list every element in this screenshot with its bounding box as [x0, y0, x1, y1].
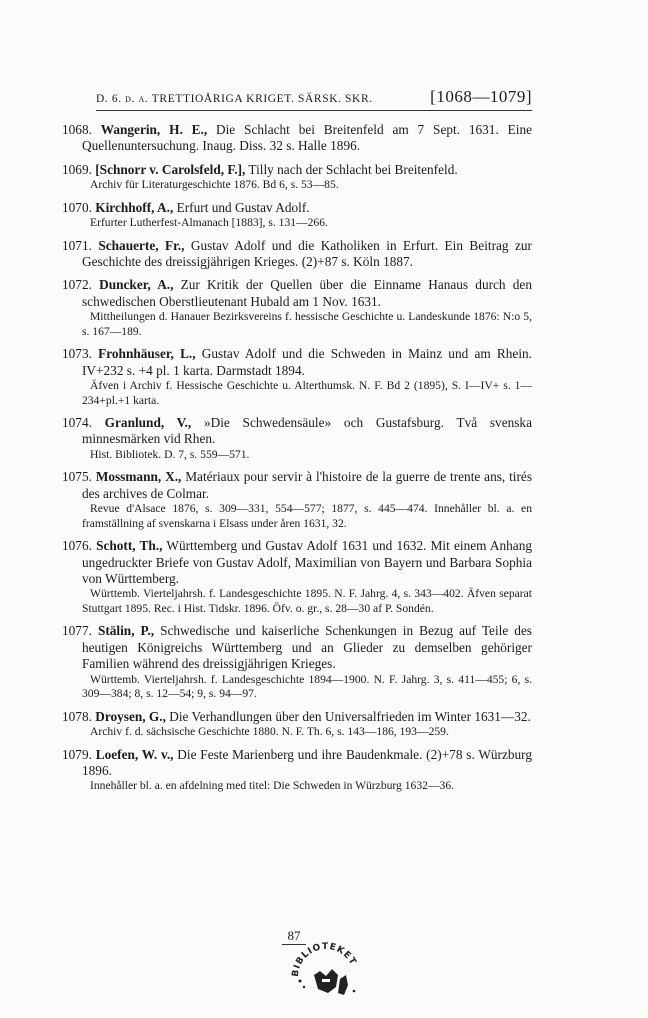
entry-1079	[62, 747, 532, 794]
entry-title: Tilly nach der Schlacht bei Breitenfeld.	[245, 161, 458, 177]
entry-1074	[62, 415, 532, 462]
entry-number: 1078.	[62, 708, 92, 724]
entry-source: Erfurter Lutherfest-Almanach [1883], s. 131—266.	[90, 216, 328, 230]
entry-number: 1074.	[62, 415, 92, 431]
entry-title: Die Feste Marienberg und ihre Baudenkmale. (2)+78 s. Würzburg 1896.	[82, 746, 532, 778]
entry-title: Erfurt und Gustav Adolf.	[173, 199, 310, 215]
entry-1071	[62, 238, 532, 271]
entry-title: Schwedische und kaiserliche Schenkungen in Bezug auf Teile des heutigen Königreichs Württemberg und an Glieder zu demselben gehöriger Familien während des dreissigjährigen Krieges.	[82, 623, 532, 672]
entry-author: Mossmann, X.,	[95, 469, 182, 485]
entry-number: 1068.	[62, 122, 92, 137]
page-number: 87	[282, 928, 306, 945]
header-title: D. 6. d. α. TRETTIOÅRIGA KRIGET. SÄRSK. SKR.	[96, 93, 373, 105]
entry-author: Schauerte, Fr.,	[98, 237, 185, 253]
entry-author: Loefen, W. v.,	[95, 746, 174, 762]
entry-number: 1071.	[62, 237, 92, 253]
entry-number: 1069.	[62, 161, 92, 177]
entry-title: Gustav Adolf und die Katholiken in Erfurt. Ein Beitrag zur Geschichte des dreissigjährigen Krieges. (2)+87 s. Köln 1887.	[82, 237, 532, 270]
entry-author: Schott, Th.,	[96, 538, 163, 554]
entry-author: Frohnhäuser, L.,	[98, 346, 196, 362]
entry-1068	[62, 122, 532, 155]
entry-title: Gustav Adolf und die Schweden in Mainz und am Rhein. IV+232 s. +4 pl. 1 karta. Darmstadt 1894.	[82, 346, 532, 378]
entry-title: »Die Schwedensäule» och Gustafsburg. Två svenska minnesmärken vid Rhen.	[82, 415, 532, 447]
entry-title: Matériaux pour servir à l'histoire de la guerre de trente ans, tirés des archives de Colmar.	[82, 469, 533, 501]
entry-author: Droysen, G.,	[95, 708, 166, 724]
bibliography-list	[62, 122, 532, 801]
entry-1078	[62, 709, 532, 740]
entry-source: Innehåller bl. a. en afdelning med titel: Die Schweden in Würzburg 1632—36.	[90, 779, 455, 793]
header-entry-range: [1068—1079]	[430, 87, 532, 106]
entry-title: Zur Kritik der Quellen über die Einname Hanaus durch den schwedischen Oberstlieutenant Hubald am 1 Nov. 1631.	[82, 277, 532, 309]
entry-number: 1070.	[62, 199, 92, 215]
entry-author: [Schnorr v. Carolsfeld, F.],	[95, 161, 246, 177]
entry-author: Stälin, P.,	[97, 623, 155, 639]
entry-title: Die Verhandlungen über den Universalfrieden im Winter 1631—32.	[165, 708, 531, 724]
entry-1075	[62, 469, 532, 531]
library-stamp-icon	[288, 935, 368, 1005]
entry-source: Revue d'Alsace 1876, s. 309—331, 554—577; 1877, s. 445—474. Innehåller bl. a. en framställning af svenskarna i Elsass under åren 1631, 32.	[82, 502, 532, 530]
entry-source: Archiv f. d. sächsische Geschichte 1880. N. F. Th. 6, s. 143—186, 193—259.	[90, 725, 449, 739]
entry-title: Die Schlacht bei Breitenfeld am 7 Sept. 1631. Eine Quellenuntersuchung. Inaug. Diss. 32 s. Halle 1896.	[82, 122, 533, 154]
running-header	[96, 80, 532, 111]
entry-source: Archiv für Literaturgeschichte 1876. Bd 6, s. 53—85.	[90, 178, 339, 192]
entry-1073	[62, 346, 532, 408]
entry-source: Hist. Bibliotek. D. 7, s. 559—571.	[90, 447, 250, 461]
entry-1076	[62, 538, 532, 616]
entry-number: 1075.	[62, 469, 92, 485]
entry-number: 1079.	[62, 746, 92, 762]
entry-author: Granlund, V.,	[104, 415, 192, 431]
entry-1072	[62, 277, 532, 339]
entry-author: Kirchhoff, A.,	[95, 199, 174, 215]
entry-1070	[62, 200, 532, 231]
entry-source: Württemb. Vierteljahrsh. f. Landesgeschichte 1894—1900. N. F. Jahrg. 3, s. 411—455; 6, s. 309—384; 8, s. 12—54; 9, s. 94—97.	[82, 672, 532, 701]
entry-1077	[62, 623, 532, 701]
entry-source: Mittheilungen d. Hanauer Bezirksvereins f. hessische Geschichte u. Landeskunde 1876: N:o 5, s. 167—189.	[82, 310, 532, 338]
entry-author: Duncker, A.,	[99, 277, 174, 293]
entry-number: 1073.	[62, 346, 92, 362]
entry-number: 1076.	[62, 538, 92, 554]
svg-text:BIBLIOTEKET	[291, 942, 358, 977]
entry-1069	[62, 162, 532, 193]
entry-source: Äfven i Archiv f. Hessische Geschichte u. Alterthumsk. N. F. Bd 2 (1895), S. I—IV+ s. 1—234+pl.+1 karta.	[82, 379, 532, 407]
entry-number: 1072.	[62, 277, 92, 293]
entry-author: Wangerin, H. E.,	[100, 122, 208, 137]
entry-source: Württemb. Vierteljahrsh. f. Landesgeschichte 1895. N. F. Jahrg. 4, s. 343—402. Äfven separat Stuttgart 1895. Rec. i Hist. Tidskr. 1896. Öfv. o. gr., s. 28—30 af P. Sondén.	[82, 587, 532, 615]
entry-title: Württemberg und Gustav Adolf 1631 und 1632. Mit einem Anhang ungedruckter Briefe von Gustav Adolf, Maximilian von Bayern und Barbara Sophia von Württemberg.	[82, 538, 532, 586]
stamp-text: BIBLIOTEKET	[290, 941, 358, 978]
entry-number: 1077.	[62, 623, 92, 639]
